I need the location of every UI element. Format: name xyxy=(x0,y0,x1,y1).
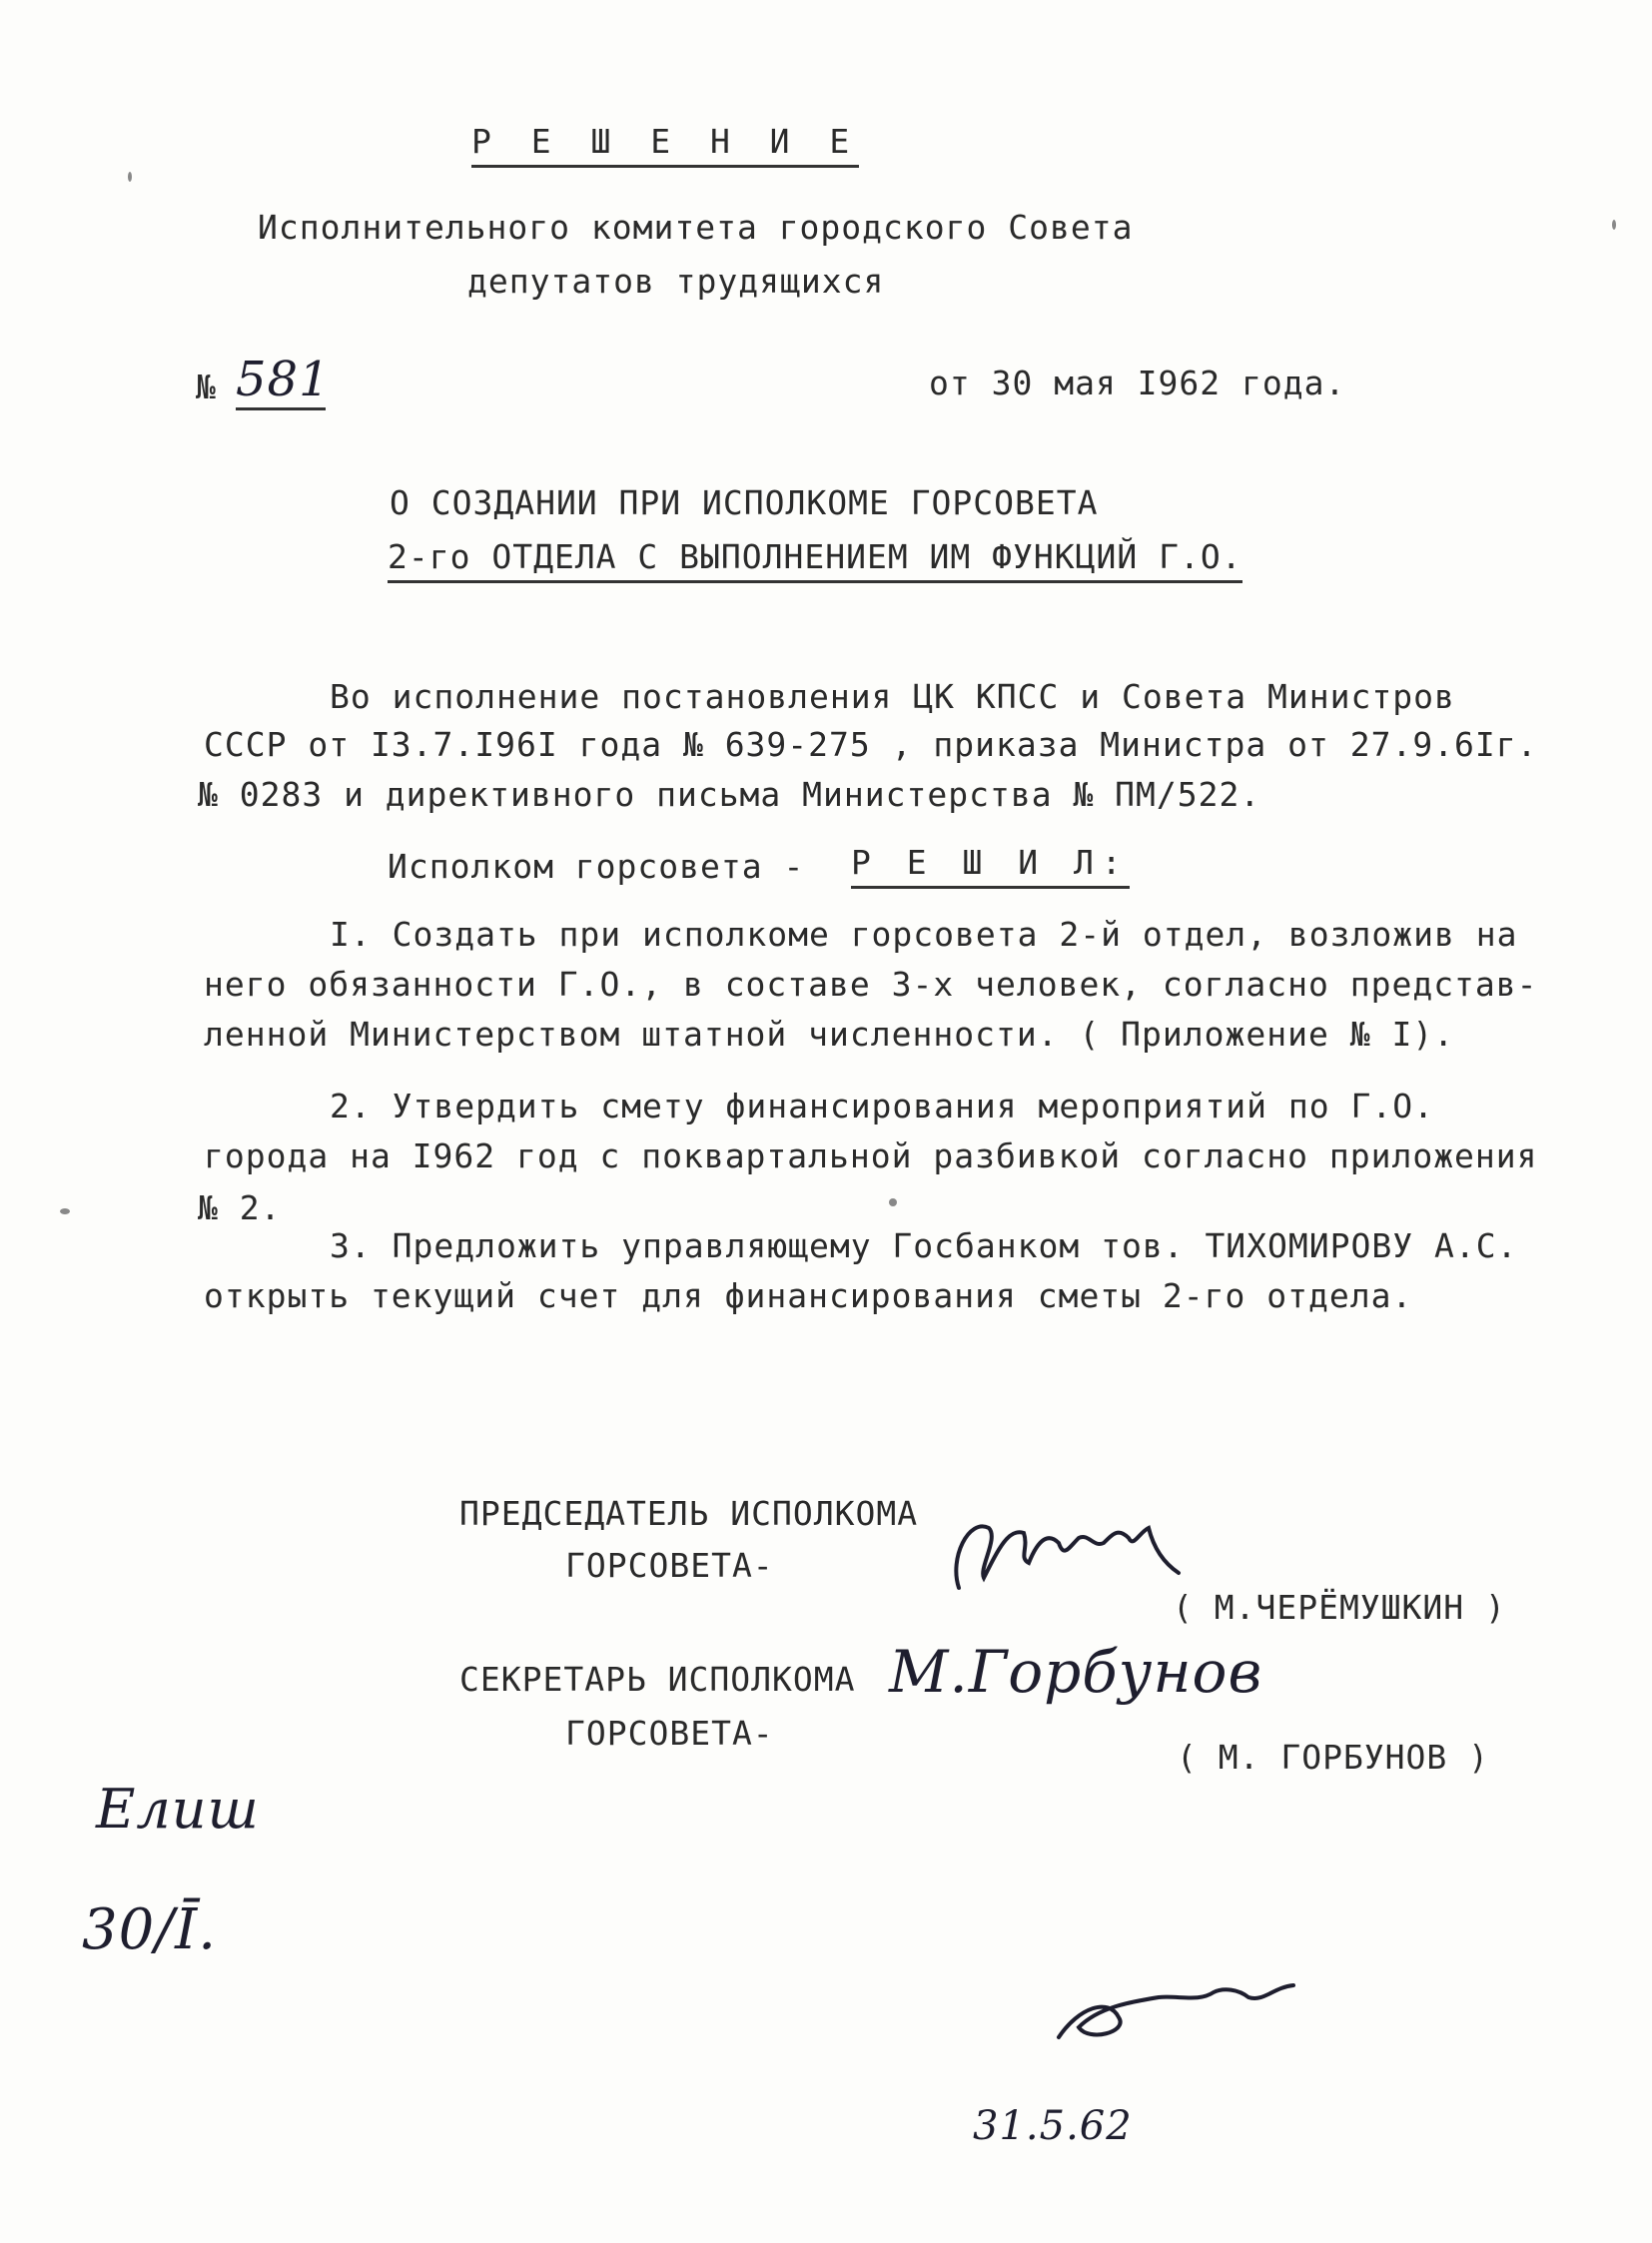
item-3-line-2: открыть текущий счет для финансирования сметы 2-го отдела. xyxy=(204,1276,1413,1315)
chair-signature xyxy=(929,1488,1229,1618)
margin-note-date: 30/Ī. xyxy=(82,1897,218,1962)
item-3-line-1: 3. Предложить управляющему Госбанком тов. ТИХОМИРОВУ А.С. xyxy=(330,1226,1518,1265)
secretary-name: ( М. ГОРБУНОВ ) xyxy=(1177,1738,1490,1777)
item-2-line-2: города на I962 год с поквартальной разбивкой согласно приложения xyxy=(204,1136,1538,1175)
document-date: от 30 мая I962 года. xyxy=(929,364,1346,402)
secretary-title-line-1: СЕКРЕТАРЬ ИСПОЛКОМА xyxy=(459,1660,856,1699)
item-2-line-1: 2. Утвердить смету финансирования мероприятий по Г.О. xyxy=(330,1087,1434,1125)
bottom-note: 31.5.62 xyxy=(973,2103,1133,2149)
chair-title-line-2: ГОРСОВЕТА- xyxy=(565,1546,774,1585)
org-line-1: Исполнительного комитета городского Совета xyxy=(258,208,1134,247)
item-1-line-1: I. Создать при исполкоме горсовета 2-й отдел, возложив на xyxy=(330,915,1518,954)
document-number: 581 xyxy=(236,352,326,410)
item-1-line-2: него обязанности Г.О., в составе 3-х человек, согласно представ- xyxy=(204,965,1538,1004)
chair-name: ( М.ЧЕРЁМУШКИН ) xyxy=(1173,1588,1506,1627)
margin-note-signature: Елиш xyxy=(96,1778,260,1841)
decision-word: Р Е Ш И Л: xyxy=(851,843,1130,889)
document-title: Р Е Ш Е Н И Е xyxy=(471,122,859,168)
item-2-line-3: № 2. xyxy=(198,1188,282,1227)
document-number-prefix: № xyxy=(196,368,217,406)
chair-title-line-1: ПРЕДСЕДАТЕЛЬ ИСПОЛКОМА xyxy=(459,1494,919,1533)
secretary-handwritten-signature: М.Горбунов xyxy=(889,1638,1263,1706)
paper-speck xyxy=(60,1208,70,1214)
paper-speck xyxy=(1612,220,1616,230)
bottom-signature xyxy=(1049,1967,1308,2057)
preamble-line-2: СССР от I3.7.I96I года № 639-275 , приказа Министра от 27.9.6Iг. xyxy=(204,725,1538,764)
secretary-title-line-2: ГОРСОВЕТА- xyxy=(565,1714,774,1753)
preamble-line-1: Во исполнение постановления ЦК КПСС и Совета Министров xyxy=(330,677,1455,716)
subject-line-2: 2-го ОТДЕЛА С ВЫПОЛНЕНИЕМ ИМ ФУНКЦИЙ Г.О. xyxy=(388,537,1242,583)
item-1-line-3: ленной Министерством штатной численности. ( Приложение № I). xyxy=(204,1015,1455,1054)
subject-line-1: О СОЗДАНИИ ПРИ ИСПОЛКОМЕ ГОРСОВЕТА xyxy=(390,483,1099,522)
preamble-line-3: № 0283 и директивного письма Министерства № ПМ/522. xyxy=(198,775,1261,814)
paper-speck xyxy=(889,1198,897,1206)
decision-prefix: Исполком горсовета - xyxy=(388,847,805,886)
paper-speck xyxy=(128,172,132,182)
org-line-2: депутатов трудящихся xyxy=(467,262,885,301)
